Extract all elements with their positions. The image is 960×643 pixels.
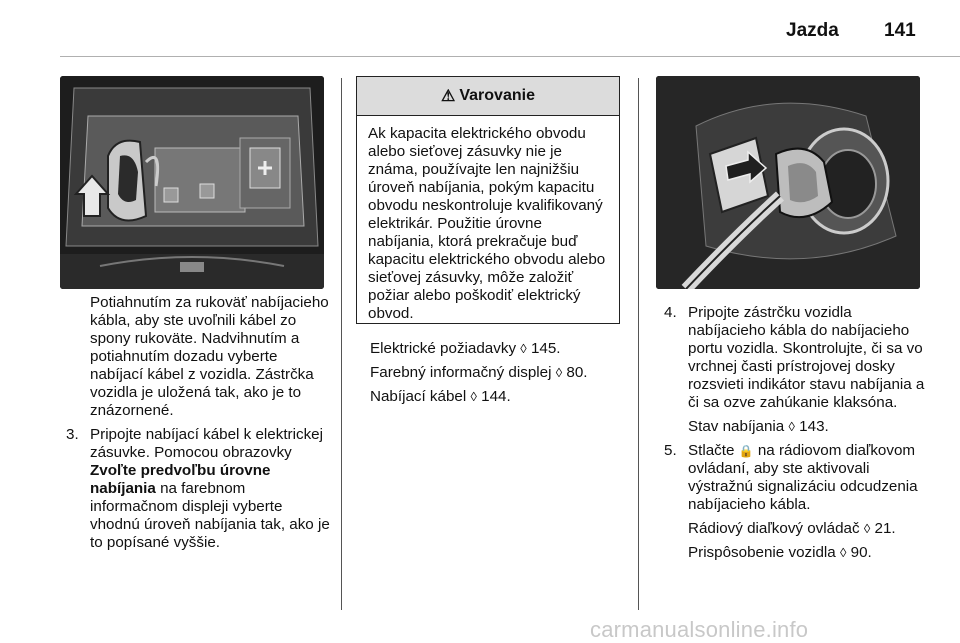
- reference-link[interactable]: [664, 418, 930, 436]
- reference-label: Prispôsobenie vozidla: [688, 544, 836, 561]
- reference-page: 144.: [481, 388, 511, 405]
- step-3: [66, 426, 334, 552]
- reference-label: Rádiový diaľkový ovládač: [688, 520, 860, 537]
- page-ref-icon: ◊: [839, 545, 847, 560]
- step-3-text: Pripojte nabíjací kábel k elektrickej zásuvke. Pomocou obrazovky: [90, 426, 323, 461]
- reference-page: 145.: [530, 340, 561, 357]
- reference-link[interactable]: [370, 388, 630, 406]
- step-5-number: 5.: [664, 442, 677, 459]
- warning-box: [356, 76, 620, 324]
- section-title: Jazda: [786, 20, 839, 41]
- step-5: [664, 442, 930, 514]
- step-5-text-end: na rádiovom diaľkovom ovládaní, aby ste aktivovali výstražnú signalizáciu odcudzenia nabíjacieho kábla.: [688, 442, 918, 513]
- reference-label: Farebný informačný displej: [370, 364, 552, 381]
- left-column: [66, 294, 334, 552]
- middle-references: [370, 340, 630, 406]
- reference-link[interactable]: [370, 364, 630, 382]
- right-column: [664, 304, 930, 562]
- reference-page: 143.: [799, 418, 829, 435]
- column-divider-right: [638, 78, 639, 610]
- warning-text: Ak kapacita elektrického obvodu alebo sieťovej zásuvky nie je známa, používajte len najnižšiu úroveň nabíjania, pokým kapacitu obvodu neskontroluje kvalifikovaný elektrikár. Použitie úrovne nabíjania, ktorá prekračuje buď kapacitu elektrického obvodu alebo sieťovej zásuvky, môže založiť požiar alebo poškodiť elektrický obvod.: [368, 125, 606, 322]
- warning-title: Varovanie: [459, 87, 535, 104]
- step-3-text-end: na farebnom informačnom displeji vyberte vhodnú úroveň nabíjania tak, ako je to popísané vyššie.: [90, 480, 330, 551]
- step-4: [664, 304, 930, 412]
- lock-icon: 🔒: [738, 444, 754, 458]
- header-divider: [60, 56, 960, 57]
- page-ref-icon: ◊: [555, 365, 563, 380]
- step-3-number: 3.: [66, 426, 79, 443]
- reference-page: 21.: [874, 520, 896, 537]
- warning-triangle-icon: ⚠: [441, 88, 456, 105]
- step-4-text: Pripojte zástrčku vozidla nabíjacieho kábla do nabíjacieho portu vozidla. Skontrolujte, či sa vo vrchnej časti prístrojovej dosky rozsvieti indikátor stavu nabíjania a či sa ozve zahúkanie klaksóna.: [688, 304, 925, 411]
- reference-link[interactable]: [370, 340, 630, 358]
- step-3-menu-option: Zvoľte predvoľbu úrovne nabíjania: [90, 462, 271, 497]
- page-ref-icon: ◊: [520, 341, 527, 356]
- charge-port-illustration: [656, 76, 920, 289]
- reference-page: 90.: [850, 544, 872, 561]
- warning-header: [357, 77, 619, 116]
- page-ref-icon: ◊: [470, 389, 477, 404]
- reference-label: Nabíjací kábel: [370, 388, 467, 405]
- reference-label: Stav nabíjania: [688, 418, 785, 435]
- page-ref-icon: ◊: [788, 419, 795, 434]
- page-number: 141: [884, 20, 916, 41]
- page-header: [0, 0, 960, 56]
- reference-link[interactable]: [664, 544, 930, 562]
- reference-page: 80.: [566, 364, 588, 381]
- step-4-number: 4.: [664, 304, 677, 321]
- step-5-text: Stlačte: [688, 442, 739, 459]
- page-ref-icon: ◊: [863, 521, 871, 536]
- intro-paragraph: Potiahnutím za rukoväť nabíjacieho kábla, aby ste uvoľnili kábel zo spony rukoväte. Nadvihnutím a potiahnutím dozadu vyberte nabíjací kábel z vozidla. Zástrčka vozidla je uložená tak, ako je to znázornené.: [90, 294, 329, 419]
- watermark: carmanualsonline.info: [590, 617, 809, 642]
- reference-label: Elektrické požiadavky: [370, 340, 517, 357]
- column-divider-left: [341, 78, 342, 610]
- reference-link[interactable]: [664, 520, 930, 538]
- trunk-cable-illustration: [60, 76, 324, 289]
